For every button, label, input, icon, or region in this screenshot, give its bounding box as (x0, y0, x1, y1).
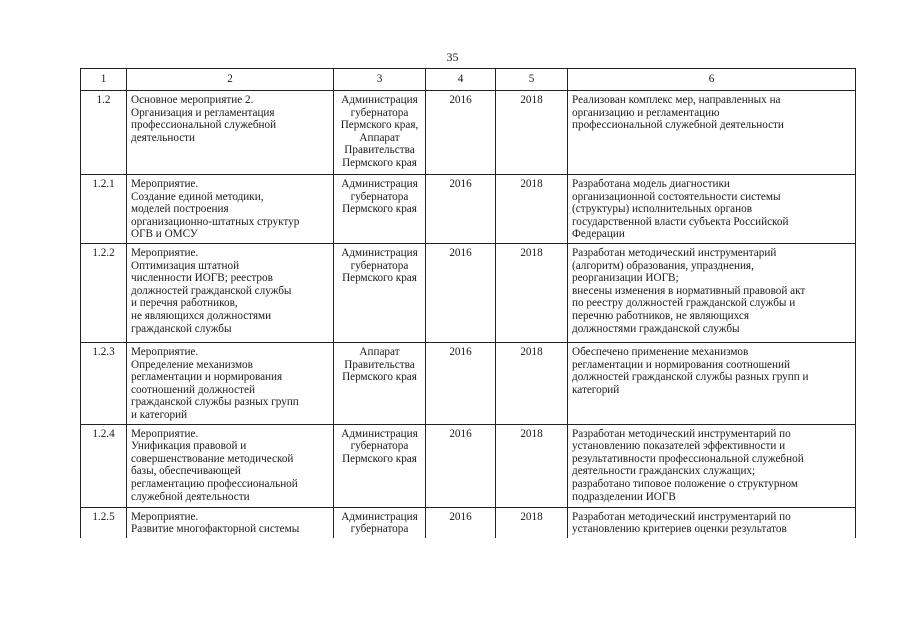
column-header-4: 4 (426, 69, 496, 91)
column-header-row (81, 69, 856, 91)
column-header-6: 6 (568, 69, 856, 91)
expected-result: Разработан методический инструментарий (алгоритм) образования, упразднения, реорганизации ИОГВ; внесены изменения в нормативный правовой акт по реестру должностей гражданской службы и перечню работников, не являющихся должностями гражданской службы (568, 243, 856, 342)
row-number: 1.2.3 (81, 342, 127, 424)
executor: Аппарат Правительства Пермского края (334, 342, 426, 424)
end-year: 2018 (496, 91, 568, 175)
start-year: 2016 (426, 507, 496, 538)
executor: Администрация губернатора Пермского края (334, 243, 426, 342)
expected-result: Разработан методический инструментарий по установлению критериев оценки результатов (568, 507, 856, 538)
page-number: 35 (446, 50, 459, 64)
table-row (81, 342, 856, 424)
column-header-1: 1 (81, 69, 127, 91)
table-row (81, 507, 856, 538)
end-year: 2018 (496, 424, 568, 507)
executor: Администрация губернатора (334, 507, 426, 538)
expected-result: Обеспечено применение механизмов регламентации и нормирования соотношений должностей гражданской службы разных групп и категорий (568, 342, 856, 424)
column-header-3: 3 (334, 69, 426, 91)
column-header-2: 2 (127, 69, 334, 91)
start-year: 2016 (426, 91, 496, 175)
end-year: 2018 (496, 243, 568, 342)
row-number: 1.2 (81, 91, 127, 175)
expected-result: Разработана модель диагностики организационной состоятельности системы (структуры) исполнительных органов государственной власти субъекта Российской Федерации (568, 175, 856, 244)
expected-result: Разработан методический инструментарий по установлению показателей эффективности и результативности профессиональной служебной деятельности гражданских служащих; разработано типовое положение о структурном подразделении ИОГВ (568, 424, 856, 507)
row-number: 1.2.2 (81, 243, 127, 342)
end-year: 2018 (496, 342, 568, 424)
measure-name: Мероприятие. Развитие многофакторной системы (127, 507, 334, 538)
start-year: 2016 (426, 424, 496, 507)
measure-name: Мероприятие. Оптимизация штатной численности ИОГВ; реестров должностей гражданской службы и перечня работников, не являющихся должностями гражданской службы (127, 243, 334, 342)
row-number: 1.2.5 (81, 507, 127, 538)
table-row (81, 424, 856, 507)
row-number: 1.2.1 (81, 175, 127, 244)
expected-result: Реализован комплекс мер, направленных на организацию и регламентацию профессиональной служебной деятельности (568, 91, 856, 175)
executor: Администрация губернатора Пермского края (334, 424, 426, 507)
column-header-5: 5 (496, 69, 568, 91)
end-year: 2018 (496, 507, 568, 538)
executor: Администрация губернатора Пермского края (334, 175, 426, 244)
measure-name: Основное мероприятие 2. Организация и регламентация профессиональной служебной деятельности (127, 91, 334, 175)
table-row (81, 91, 856, 175)
start-year: 2016 (426, 175, 496, 244)
measure-name: Мероприятие. Создание единой методики, моделей построения организационно-штатных структур ОГВ и ОМСУ (127, 175, 334, 244)
measures-table (80, 68, 856, 538)
table-row (81, 243, 856, 342)
table-row (81, 175, 856, 244)
executor: Администрация губернатора Пермского края, Аппарат Правительства Пермского края (334, 91, 426, 175)
end-year: 2018 (496, 175, 568, 244)
row-number: 1.2.4 (81, 424, 127, 507)
measure-name: Мероприятие. Определение механизмов регламентации и нормирования соотношений должностей гражданской службы разных групп и категорий (127, 342, 334, 424)
start-year: 2016 (426, 243, 496, 342)
start-year: 2016 (426, 342, 496, 424)
measure-name: Мероприятие. Унификация правовой и совершенствование методической базы, обеспечивающей регламентацию профессиональной служебной деятельности (127, 424, 334, 507)
